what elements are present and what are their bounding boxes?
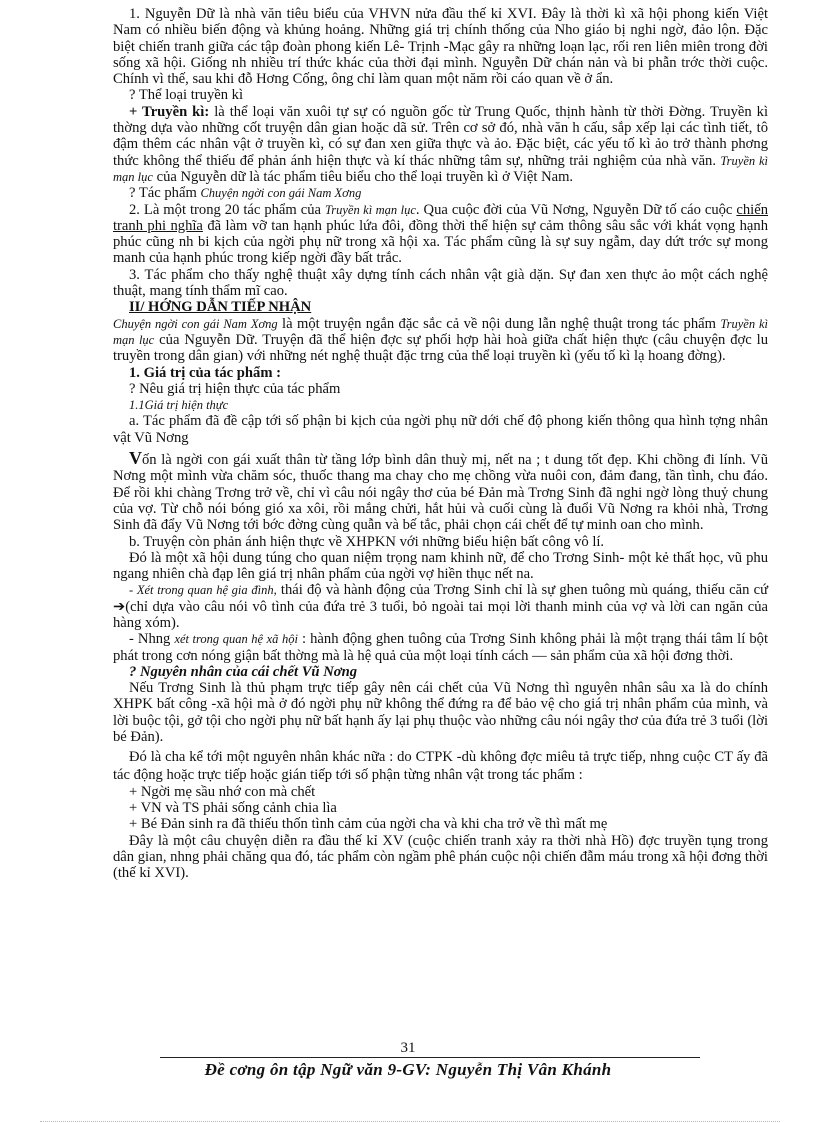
intro-book-title: Truyền kì mạn lục: [113, 316, 768, 347]
paragraph-family: [113, 582, 768, 631]
paragraph-von-text: ốn là ngời con gái xuất thân từ tầng lớp bình dân thuỳ mị, nết na ; t dung tốt đẹp. Khi chồng đi lính. Vũ Nơng một mình vừa chăm sóc, thuốc thang ma chay cho mẹ chồng vừa nuôi con, đảm đang, tần tình, chu đáo. Để rồi khi chàng Trơng trở về, chỉ vì câu nói ngây thơ của bé Đản mà Trơng Sinh đã nghi ngờ lòng thuỷ chung của vợ. Từ chỗ nói bóng gió xa xôi, rồi mắng chửi, hắt hủi và cuối cùng là đuổi Vũ Nơng ra khỏi nhà, Trơng Sinh đã đẩy Vũ Nơng tới bớc đờng cùng quẫn và bế tắc, phải chọn cái chết để tự minh oan cho mình.: [113, 452, 768, 534]
intro-text-b: của Nguyễn Dữ. Truyện đã thể hiện đợc sự phối hợp hài hoà giữa chất hiện thực (câu chuyện đợc lu truyền trong dân gian) với những nét nghệ thuật đặc trng của thể loại truyền kì (yếu tố kì lạ hoang đờng).: [113, 331, 768, 365]
work-text-c: đã làm vỡ tan hạnh phúc lứa đôi, đồng thời thể hiện sự cảm thông sâu sắc với khát vọng hạnh phúc cũng nh bi kịch của ngời phụ nữ trong xã hội xa. Tác phẩm cũng là sự suy ngẫm, day dứt trớc sự mong manh của hạnh phúc trong kiếp ngời đầy bất trắc.: [113, 217, 768, 267]
page-footer: Đề cơng ôn tập Ngữ văn 9-GV: Nguyễn Thị Vân Khánh: [204, 1060, 612, 1079]
question-genre: ? Thể loại truyền kì: [129, 87, 244, 104]
footer-divider: [160, 1057, 700, 1058]
paragraph-cause: Nếu Trơng Sinh là thủ phạm trực tiếp gây nên cái chết của Vũ Nơng thì nguyên nhân sâu xa là do chính XHPK bất công -xã hội mà ở đó ngời phụ nữ không thể đứng ra để bảo vệ cho giá trị nhân phẩm của mình, và lời buộc tội, gở tội cho ngời phụ nữ bất hạnh ấy lại phụ thuộc vào những câu nói ngây thơ của đứa trẻ 3 tuổi (lời bé Đản).: [113, 680, 768, 746]
family-text: thái độ và hành động của Trơng Sinh chỉ là sự ghen tuông mù quáng, thiếu căn cứ ➔(chỉ dựa vào câu nói vô tình của đứa trẻ 3 tuổi, bỏ ngoài tai mọi lời thanh minh của vợ và lời can ngăn của hàng xóm).: [113, 582, 768, 631]
paragraph-art: 3. Tác phẩm cho thấy nghệ thuật xây dựng tính cách nhân vật già dặn. Sự đan xen thực ảo một cách nghệ thuật, mang tính thẩm mĩ cao.: [113, 266, 768, 300]
social-prefix: - Nhng: [129, 631, 175, 648]
bullet-item: + VN và TS phải sống cảnh chia lìa: [129, 800, 337, 817]
paragraph-a: a. Tác phẩm đã đề cập tới số phận bi kịch của ngời phụ nữ dới chế độ phong kiến thông qua hình tợng nhân vật Vũ Nơng: [113, 413, 768, 446]
work-book-title: Truyền kì mạn lục: [324, 202, 416, 217]
work-underlined: chiến tranh phi nghĩa: [113, 201, 768, 234]
paragraph-von: [113, 450, 768, 533]
subheading-realism: 1.1Giá trị hiện thực: [129, 398, 229, 413]
paragraph-work: [113, 202, 768, 267]
paragraph-genre: [113, 104, 768, 185]
genre-book-title: Truyền kì mạn lục: [113, 153, 768, 184]
paragraph-society: Đó là một xã hội dung túng cho quan niệm trọng nam khinh nữ, để cho Trơng Sinh- một kẻ thất học, vũ phu ngang nhiên chà đạp lên giá trị nhân phẩm của ngời vợ hiền thục nết na.: [113, 549, 768, 583]
document-body: [113, 6, 768, 882]
question-work-prefix: ? Tác phẩm: [129, 185, 201, 202]
work-text-b: . Qua cuộc đời của Vũ Nơng, Nguyễn Dữ tố cáo cuộc: [415, 201, 737, 218]
paragraph-conclusion: Đây là một câu chuyện diễn ra đầu thế kỉ XV (cuộc chiến tranh xảy ra thời nhà Hồ) đợc truyền tụng trong dân gian, nhng phải chăng qua đó, tác phẩm còn ngầm phê phán cuộc nội chiến đẫm máu trong xã hội đơng thời (thế kỉ XVI).: [113, 832, 768, 882]
drop-cap: V: [129, 448, 142, 469]
social-label: xét trong quan hệ xã hội: [174, 632, 298, 647]
genre-text-2: của Nguyễn dữ là tác phẩm tiêu biểu cho thể loại truyền kì ở Việt Nam.: [152, 168, 574, 185]
paragraph-war: Đó là cha kể tới một nguyên nhân khác nữa : do CTPK -dù không đợc miêu tả trực tiếp, nhng cuộc CT ấy đã tác động hoặc trực tiếp hoặc gián tiếp tới số phận từng nhân vật trong tác phẩm :: [113, 749, 768, 783]
page-number: 31: [400, 1040, 416, 1056]
section-heading: II/ HỚNG DẪN TIẾP NHẬN: [129, 299, 312, 316]
question-value: ? Nêu giá trị hiện thực của tác phẩm: [129, 380, 341, 397]
page-edge: [40, 1121, 780, 1122]
heading-value: 1. Giá trị của tác phẩm :: [129, 364, 282, 381]
intro-text-a: là một truyện ngắn đặc sắc cả về nội dung lẫn nghệ thuật trong tác phẩm: [277, 315, 721, 332]
question-work-title: Chuyện ngời con gái Nam Xơng: [200, 186, 362, 201]
paragraph-intro: [113, 316, 768, 365]
paragraph-author: 1. Nguyễn Dữ là nhà văn tiêu biểu của VHVN nửa đầu thế kỉ XVI. Đây là thời kì xã hội phong kiến Việt Nam có nhiều biến động và khủng hoảng. Những giá trị chính thống của Nho giáo bị nghi ngờ, đảo lộn. Đặc biệt chiến tranh giữa các tập đoàn phong kiến Lê- Trịnh -Mạc gây ra những loạn lạc, rối ren liên miên trong đời sống xã hội. Giống nh nhiều trí thức khác của thời đại mình. Nguyễn Dữ chán nản và bi phẫn trớc thời cuộc. Chính vì thế, sau khi đỗ Hơng Cống, ông chỉ làm quan một năm rồi cáo quan về ở ẩn.: [113, 6, 768, 88]
paragraph-b: b. Truyện còn phản ánh hiện thực về XHPKN với những biểu hiện bất công vô lí.: [129, 533, 605, 550]
bullet-item: + Ngời mẹ sầu nhớ con mà chết: [129, 783, 316, 800]
question-cause: ? Nguyên nhân của cái chết Vũ Nơng: [129, 663, 357, 680]
work-text-a: 2. Là một trong 20 tác phẩm của: [129, 201, 325, 218]
genre-label: + Truyền kì:: [129, 103, 210, 120]
genre-text-1: là thể loại văn xuôi tự sự có nguồn gốc từ Trung Quốc, thịnh hành từ thời Đờng. Truyền kì thờng dựa vào những cốt truyện dân gian hoặc dã sử. Trên cơ sở đó, nhà văn h cấu, sắp xếp lại các tình tiết, tô đậm thêm các nhân vật ở truyền kì, có sự đan xen giữa thực và ảo. Đặc biệt, các yếu tố kì ảo trở thành phơng thức không thể thiếu để phản ánh hiện thực và kí thác những tâm sự, những trải nghiệm của nhà văn.: [113, 103, 769, 169]
social-text: : hành động ghen tuông của Trơng Sinh không phải là một trạng thái tâm lí bột phát trong cơn nóng giận bất thờng mà là hệ quả của một loại tính cách — sản phẩm của xã hội đơng thời.: [113, 631, 768, 664]
question-work: [113, 185, 768, 201]
intro-title: Chuyện ngời con gái Nam Xơng: [113, 316, 278, 331]
family-label: - Xét trong quan hệ gia đình,: [129, 583, 277, 598]
bullet-item: + Bé Đản sinh ra đã thiếu thốn tình cảm của ngời cha và khi cha trở về thì mất mẹ: [129, 816, 608, 833]
paragraph-social: [113, 631, 768, 664]
